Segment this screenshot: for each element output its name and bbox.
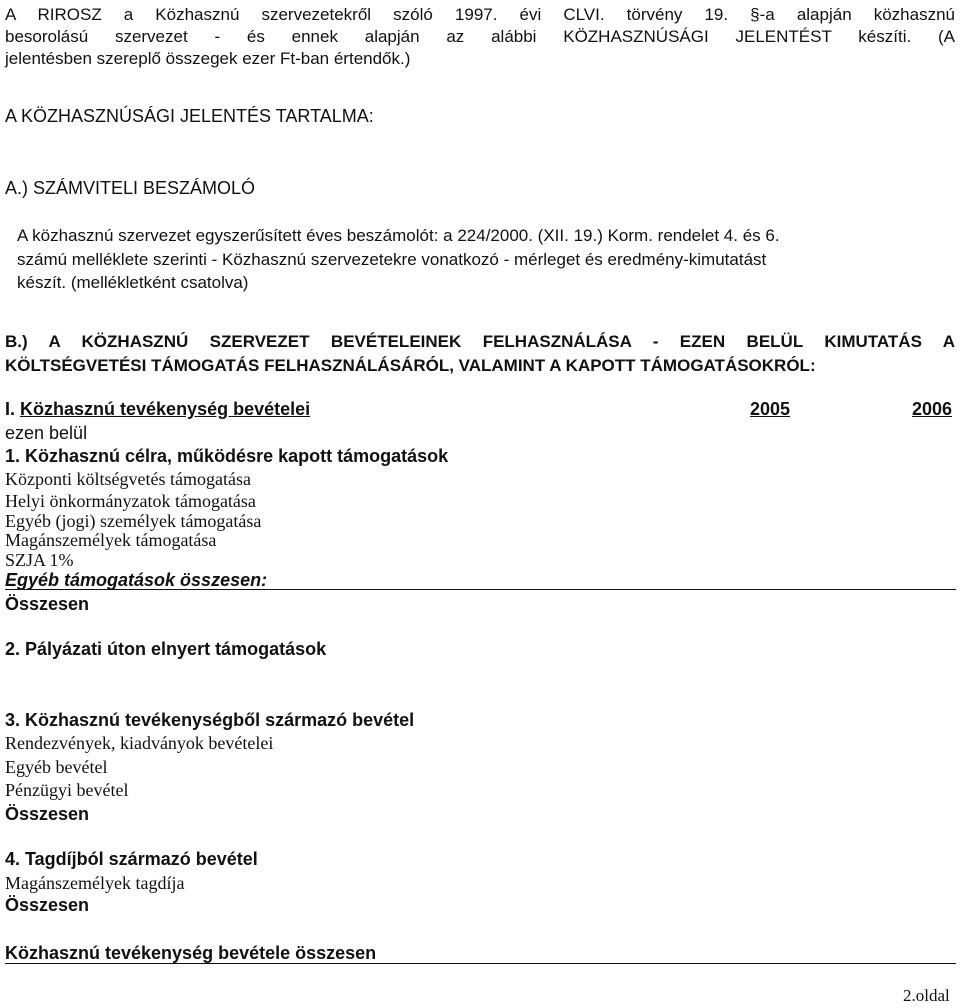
grand-total-rule xyxy=(5,963,956,964)
group-2-title: 2. Pályázati úton elnyert támogatások xyxy=(5,639,327,659)
group-3-title: 3. Közhasznú tevékenységből származó bevétel xyxy=(5,710,415,730)
year-2005-header: 2005 xyxy=(750,399,791,419)
group-1-item-0: Központi költségvetés támogatása xyxy=(5,469,251,489)
group-3-item-2: Pénzügyi bevétel xyxy=(5,780,129,800)
section-a-line-1: A közhasznú szervezet egyszerűsített éves beszámolót: a 224/2000. (XII. 19.) Korm. rendelet 4. és 6. xyxy=(17,226,780,245)
intro-line-2: besorolású szervezet - és ennek alapján az alábbi KÖZHASZNÚSÁGI JELENTÉST készíti. (A xyxy=(5,27,955,46)
ezen-belul-label: ezen belül xyxy=(5,423,88,443)
section-b-line-1: B.) A KÖZHASZNÚ SZERVEZET BEVÉTELEINEK FELHASZNÁLÁSA - EZEN BELÜL KIMUTATÁS A xyxy=(5,332,955,351)
group-4-title: 4. Tagdíjból származó bevétel xyxy=(5,849,258,869)
group-3-item-0: Rendezvények, kiadványok bevételei xyxy=(5,733,274,753)
group-3-total: Összesen xyxy=(5,804,90,824)
group-1-item-2: Egyéb (jogi) személyek támogatása xyxy=(5,511,262,531)
group-1-other-total-rule xyxy=(5,589,956,590)
group-1-title: 1. Közhasznú célra, működésre kapott támogatások xyxy=(5,446,449,466)
group-4-item-0: Magánszemélyek tagdíja xyxy=(5,873,185,893)
grand-total: Közhasznú tevékenység bevétele összesen xyxy=(5,943,377,963)
table-header xyxy=(5,399,310,420)
intro-line-1: A RIROSZ a Közhasznú szervezetekről szóló 1997. évi CLVI. törvény 19. §-a alapján közhasznú xyxy=(5,5,955,24)
section-b-line-2: KÖLTSÉGVETÉSI TÁMOGATÁS FELHASZNÁLÁSÁRÓL, VALAMINT A KAPOTT TÁMOGATÁSOKRÓL: xyxy=(5,356,816,375)
year-2006-header: 2006 xyxy=(912,399,953,419)
table-header-title: Közhasznú tevékenység bevételei xyxy=(20,399,311,419)
group-1-item-1: Helyi önkormányzatok támogatása xyxy=(5,491,256,511)
section-a-title: A.) SZÁMVITELI BESZÁMOLÓ xyxy=(5,178,256,198)
intro-line-3: jelentésben szereplő összegek ezer Ft-ban értendők.) xyxy=(5,49,411,68)
section-a-line-2: számú melléklete szerinti - Közhasznú szervezetekre vonatkozó - mérleget és eredmény-kimutatást xyxy=(17,250,767,269)
page-number: 2.oldal xyxy=(903,986,950,1005)
group-3-item-1: Egyéb bevétel xyxy=(5,757,108,777)
section-a-line-3: készít. (mellékletként csatolva) xyxy=(17,273,249,292)
group-1-item-4: SZJA 1% xyxy=(5,550,74,570)
group-1-other-total: Egyéb támogatások összesen: xyxy=(5,570,268,590)
group-1-item-3: Magánszemélyek támogatása xyxy=(5,530,217,550)
report-contents-heading: A KÖZHASZNÚSÁGI JELENTÉS TARTALMA: xyxy=(5,106,374,126)
table-header-prefix: I. xyxy=(5,399,21,419)
group-1-total: Összesen xyxy=(5,594,90,614)
group-4-total: Összesen xyxy=(5,895,90,915)
